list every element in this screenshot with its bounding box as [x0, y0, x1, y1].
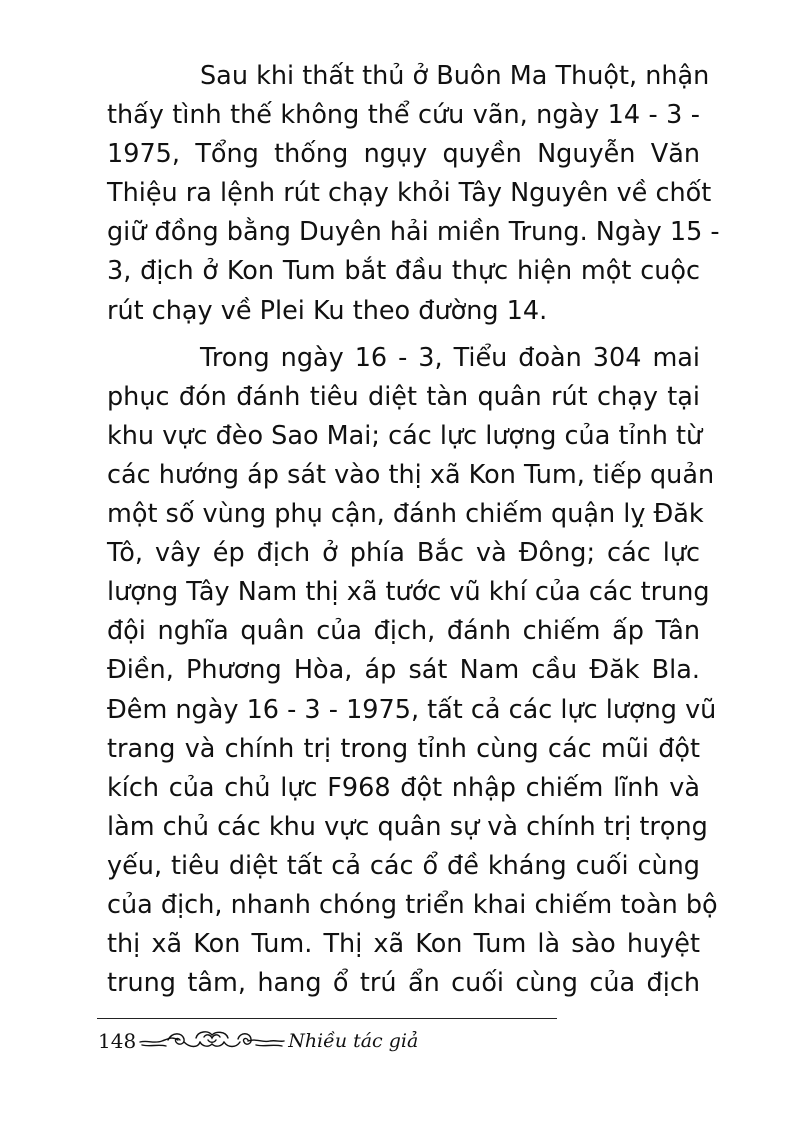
text-line: yếu, tiêu diệt tất cả các ổ đề kháng cuối cùng	[107, 850, 700, 881]
text-line: kích của chủ lực F968 đột nhập chiếm lĩnh và	[107, 772, 700, 803]
text-line: 3, địch ở Kon Tum bắt đầu thực hiện một cuộc	[107, 256, 700, 287]
book-title: Nhiều tác giả	[288, 1030, 419, 1052]
text-line: khu vực đèo Sao Mai; các lực lượng của tỉnh từ	[107, 420, 703, 451]
text-line: làm chủ các khu vực quân sự và chính trị trọng	[107, 811, 708, 842]
text-line: thấy tình thế không thể cứu vãn, ngày 14 - 3 -	[107, 100, 700, 131]
text-line: đội nghĩa quân của địch, đánh chiếm ấp Tân	[107, 616, 700, 647]
text-line: lượng Tây Nam thị xã tước vũ khí của các trung	[107, 577, 710, 608]
text-line: Đêm ngày 16 - 3 - 1975, tất cả các lực lượng vũ	[107, 694, 717, 725]
text-line: trang và chính trị trong tỉnh cùng các mũi đột	[107, 733, 700, 764]
text-line: Tô, vây ép địch ở phía Bắc và Đông; các lực	[107, 538, 700, 569]
text-line: 1975, Tổng thống ngụy quyền Nguyễn Văn	[107, 139, 700, 170]
text-line: phục đón đánh tiêu diệt tàn quân rút chạy tại	[107, 381, 700, 412]
page-footer	[98, 1026, 418, 1056]
text-line: Sau khi thất thủ ở Buôn Ma Thuột, nhận	[200, 61, 710, 91]
text-line: Trong ngày 16 - 3, Tiểu đoàn 304 mai	[200, 342, 700, 373]
text-line: Điền, Phương Hòa, áp sát Nam cầu Đăk Bla.	[107, 655, 700, 686]
floral-ornament-icon	[138, 1028, 286, 1054]
text-line: giữ đồng bằng Duyên hải miền Trung. Ngày 15 -	[107, 217, 720, 248]
text-line: của địch, nhanh chóng triển khai chiếm toàn bộ	[107, 889, 718, 920]
page-number: 148	[98, 1029, 137, 1053]
text-line: một số vùng phụ cận, đánh chiếm quận lỵ Đăk	[107, 499, 704, 530]
text-line: các hướng áp sát vào thị xã Kon Tum, tiếp quản	[107, 459, 715, 490]
text-line: rút chạy về Plei Ku theo đường 14.	[107, 295, 548, 326]
text-line: thị xã Kon Tum. Thị xã Kon Tum là sào huyệt	[107, 929, 700, 960]
footer-divider	[97, 1018, 557, 1019]
paragraph-gap	[107, 331, 700, 339]
text-line: Thiệu ra lệnh rút chạy khỏi Tây Nguyên về chốt	[107, 178, 712, 209]
text-line: trung tâm, hang ổ trú ẩn cuối cùng của địch	[107, 968, 700, 999]
body-text	[107, 57, 720, 1003]
